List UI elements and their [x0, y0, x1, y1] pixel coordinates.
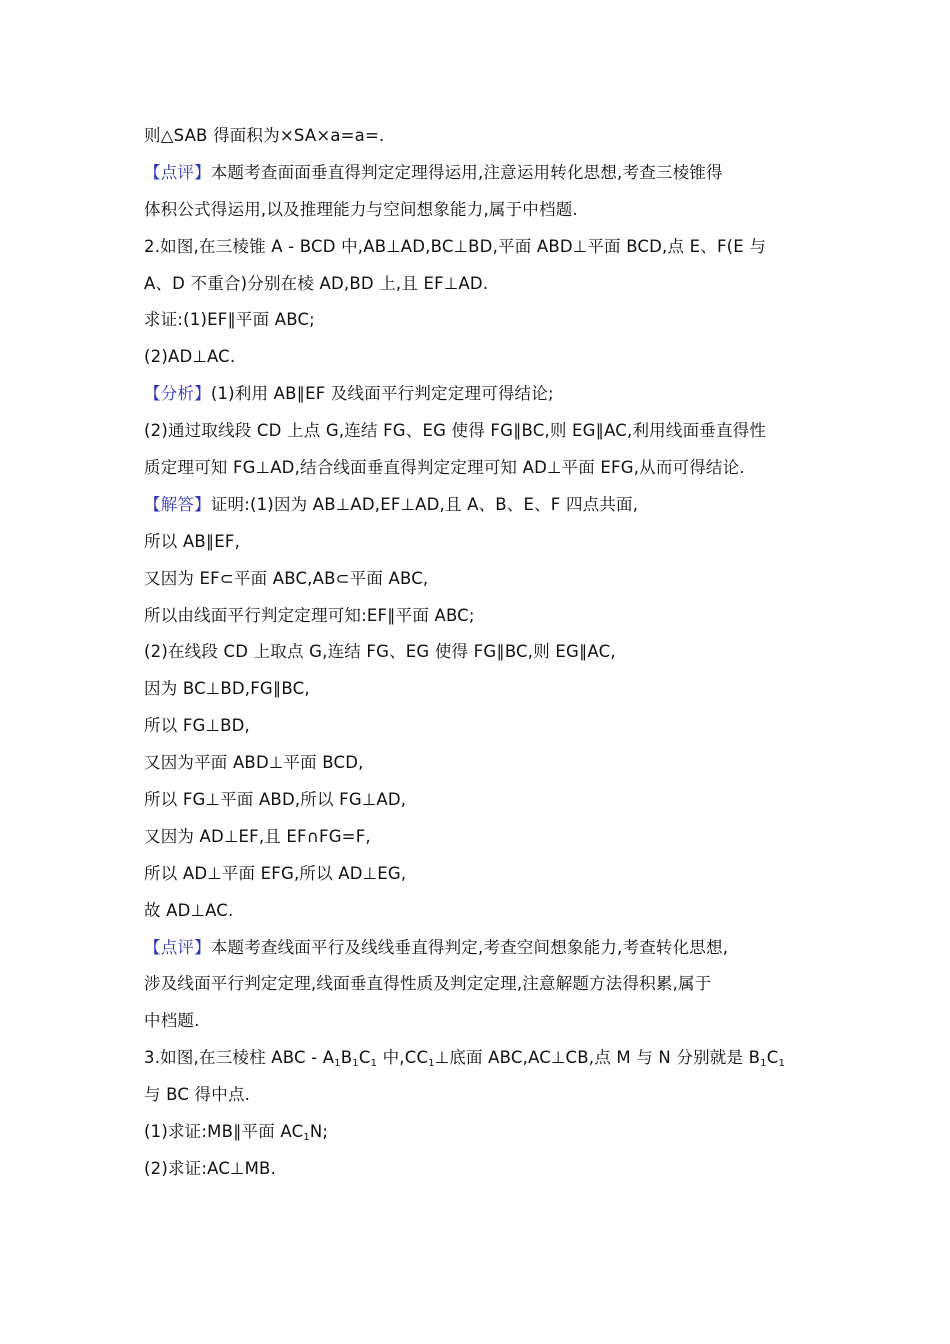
text-line: 因为 BC⊥BD,FG∥BC,	[144, 679, 310, 699]
solution-tag: 【解答】	[144, 494, 211, 514]
analysis-line: 【分析】(1)利用 AB∥EF 及线面平行判定定理可得结论;	[144, 384, 554, 404]
text-line: 所以由线面平行判定定理可知:EF∥平面 ABC;	[144, 605, 475, 625]
solution-line: 【解答】证明:(1)因为 AB⊥AD,EF⊥AD,且 A、B、E、F 四点共面,	[144, 494, 639, 514]
text-line: (2)通过取线段 CD 上点 G,连结 FG、EG 使得 FG∥BC,则 EG∥AC,利用线面垂直得性	[144, 421, 767, 441]
comment-line: 【点评】本题考查线面平行及线线垂直得判定,考查空间想象能力,考查转化思想,	[144, 937, 729, 957]
comment-line: 【点评】本题考查面面垂直得判定定理得运用,注意运用转化思想,考查三棱锥得	[144, 162, 723, 182]
text-line: 体积公式得运用,以及推理能力与空间想象能力,属于中档题.	[144, 199, 578, 219]
problem-2-line: 2.如图,在三棱锥 A - BCD 中,AB⊥AD,BC⊥BD,平面 ABD⊥平面 BCD,点 E、F(E 与	[144, 236, 767, 256]
text-line: (2)在线段 CD 上取点 G,连结 FG、EG 使得 FG∥BC,则 EG∥AC,	[144, 642, 616, 662]
text-line: 又因为 EF⊂平面 ABC,AB⊂平面 ABC,	[144, 568, 429, 588]
text-line: 中档题.	[144, 1011, 200, 1031]
question-1-line: (1)求证:MB∥平面 $AC_1N$;	[144, 1122, 329, 1144]
text-line: 涉及线面平行判定定理,线面垂直得性质及判定定理,注意解题方法得积累,属于	[144, 974, 712, 994]
text-line: A、D 不重合)分别在棱 AD,BD 上,且 EF⊥AD.	[144, 273, 489, 293]
analysis-tag: 【分析】	[144, 384, 211, 404]
question-2-line: (2)求证:AC⊥MB.	[144, 1158, 277, 1178]
text-line: 又因为 AD⊥EF,且 EF∩FG=F,	[144, 826, 371, 846]
text-line: 又因为平面 ABD⊥平面 BCD,	[144, 753, 364, 773]
text-line: 与 BC 得中点.	[144, 1085, 251, 1105]
text-line: 质定理可知 FG⊥AD,结合线面垂直得判定定理可知 AD⊥平面 EFG,从而可得结论.	[144, 458, 745, 478]
text-line: 所以 FG⊥BD,	[144, 716, 250, 736]
document-page	[144, 118, 814, 1188]
comment-tag: 【点评】	[144, 162, 211, 182]
text-line: 故 AD⊥AC.	[144, 900, 234, 920]
problem-3-line: 3.如图,在三棱柱 ABC - $A_1B_1C_1$ 中$,CC_1\perp$底面 ABC,AC⊥CB,点 M 与 N 分别就是 $B_1C_1$	[144, 1048, 786, 1070]
text-line: 所以 AD⊥平面 EFG,所以 AD⊥EG,	[144, 863, 407, 883]
text-line: 求证:(1)EF∥平面 ABC;	[144, 310, 315, 330]
text-line: 则△SAB 得面积为×SA×a=a=.	[144, 126, 385, 145]
text-line: 所以 AB∥EF,	[144, 531, 241, 551]
comment-tag: 【点评】	[144, 937, 211, 957]
text-line: 所以 FG⊥平面 ABD,所以 FG⊥AD,	[144, 790, 407, 810]
text-line: (2)AD⊥AC.	[144, 347, 236, 367]
